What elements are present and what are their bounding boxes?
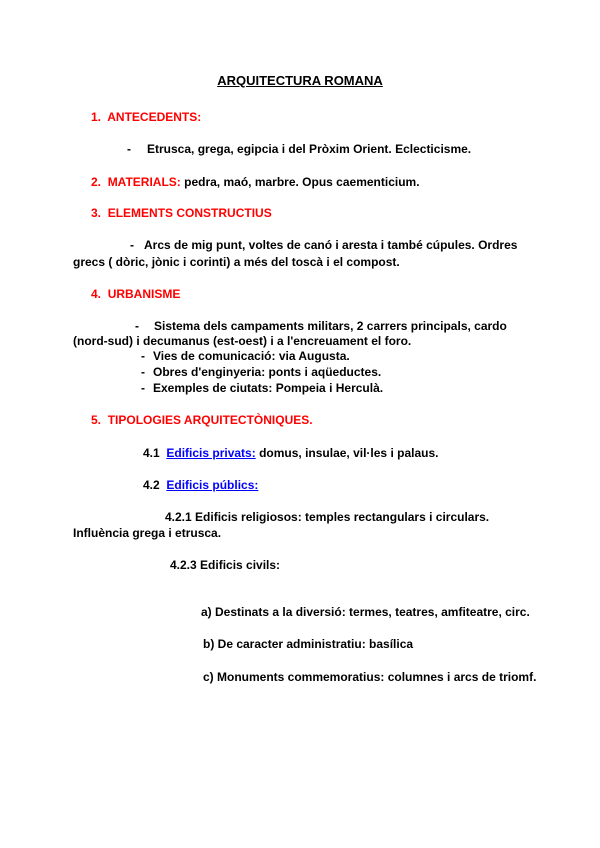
- subsection-4-1-text: domus, insulae, vil·les i palaus.: [255, 446, 439, 460]
- section-4-line1: Sistema dels campaments militars, 2 carrers principals, cardo: [154, 319, 507, 333]
- section-3-heading: [91, 205, 272, 221]
- section-4-number: 4.: [91, 287, 102, 301]
- section-2-heading: [91, 174, 420, 190]
- section-5-number: 5.: [91, 413, 102, 427]
- bullet-dash: -: [141, 365, 145, 379]
- subsection-4-2-1-line1: 4.2.1 Edificis religiosos: temples rectangulars i circulars.: [165, 510, 490, 524]
- section-4-item-line1: [135, 318, 507, 334]
- bullet-dash: -: [135, 319, 139, 333]
- list-item-text: Vies de comunicació: via Augusta.: [153, 349, 350, 363]
- bullet-dash: -: [127, 142, 131, 156]
- section-2-title: MATERIALS:: [107, 175, 181, 189]
- subsection-4-2-1-line2: Influència grega i etrusca.: [73, 526, 222, 540]
- civil-item-b: b) De caracter administratiu: basílica: [203, 637, 414, 651]
- subsection-4-2-number: 4.2: [143, 478, 160, 492]
- section-2-text: pedra, maó, marbre. Opus caementicium.: [180, 175, 420, 189]
- subsection-4-2: [143, 477, 258, 493]
- section-1-item-text: Etrusca, grega, egipcia i del Pròxim Orient. Eclecticisme.: [147, 142, 472, 156]
- section-4-line2: (nord-sud) i decumanus (est-oest) i a l'encreuament el foro.: [73, 334, 412, 348]
- subsection-4-2-3: 4.2.3 Edificis civils:: [170, 558, 281, 572]
- bullet-dash: -: [141, 349, 145, 363]
- page-title: ARQUITECTURA ROMANA: [217, 73, 383, 88]
- section-3-title: ELEMENTS CONSTRUCTIUS: [107, 206, 272, 220]
- section-5-title: TIPOLOGIES ARQUITECTÒNIQUES.: [107, 413, 313, 427]
- section-1-item: [127, 141, 471, 157]
- section-2-number: 2.: [91, 175, 102, 189]
- civil-item-a: a) Destinats a la diversió: termes, teatres, amfiteatre, circ.: [201, 605, 530, 619]
- list-item: [141, 380, 383, 396]
- section-4-heading: [91, 286, 180, 302]
- list-item: [141, 364, 381, 380]
- edificis-publics-link[interactable]: Edificis públics:: [166, 478, 259, 492]
- section-3-item-line1: [130, 237, 517, 253]
- bullet-dash: -: [130, 238, 134, 252]
- subsection-4-1: [143, 445, 438, 461]
- section-3-line2: grecs ( dòric, jònic i corinti) a més del toscà i el compost.: [73, 255, 400, 269]
- section-3-number: 3.: [91, 206, 102, 220]
- list-item-text: Obres d'enginyeria: ponts i aqüeductes.: [153, 365, 382, 379]
- section-4-title: URBANISME: [107, 287, 181, 301]
- section-1-title: ANTECEDENTS:: [107, 110, 202, 124]
- civil-item-c: c) Monuments commemoratius: columnes i arcs de triomf.: [203, 670, 537, 684]
- edificis-privats-link[interactable]: Edificis privats:: [166, 446, 256, 460]
- subsection-4-1-number: 4.1: [143, 446, 160, 460]
- bullet-dash: -: [141, 381, 145, 395]
- section-1-heading: [91, 109, 201, 125]
- section-1-number: 1.: [91, 110, 102, 124]
- list-item-text: Exemples de ciutats: Pompeia i Herculà.: [153, 381, 384, 395]
- section-3-line1: Arcs de mig punt, voltes de canó i aresta i també cúpules. Ordres: [144, 238, 518, 252]
- section-5-heading: [91, 412, 313, 428]
- list-item: [141, 348, 350, 364]
